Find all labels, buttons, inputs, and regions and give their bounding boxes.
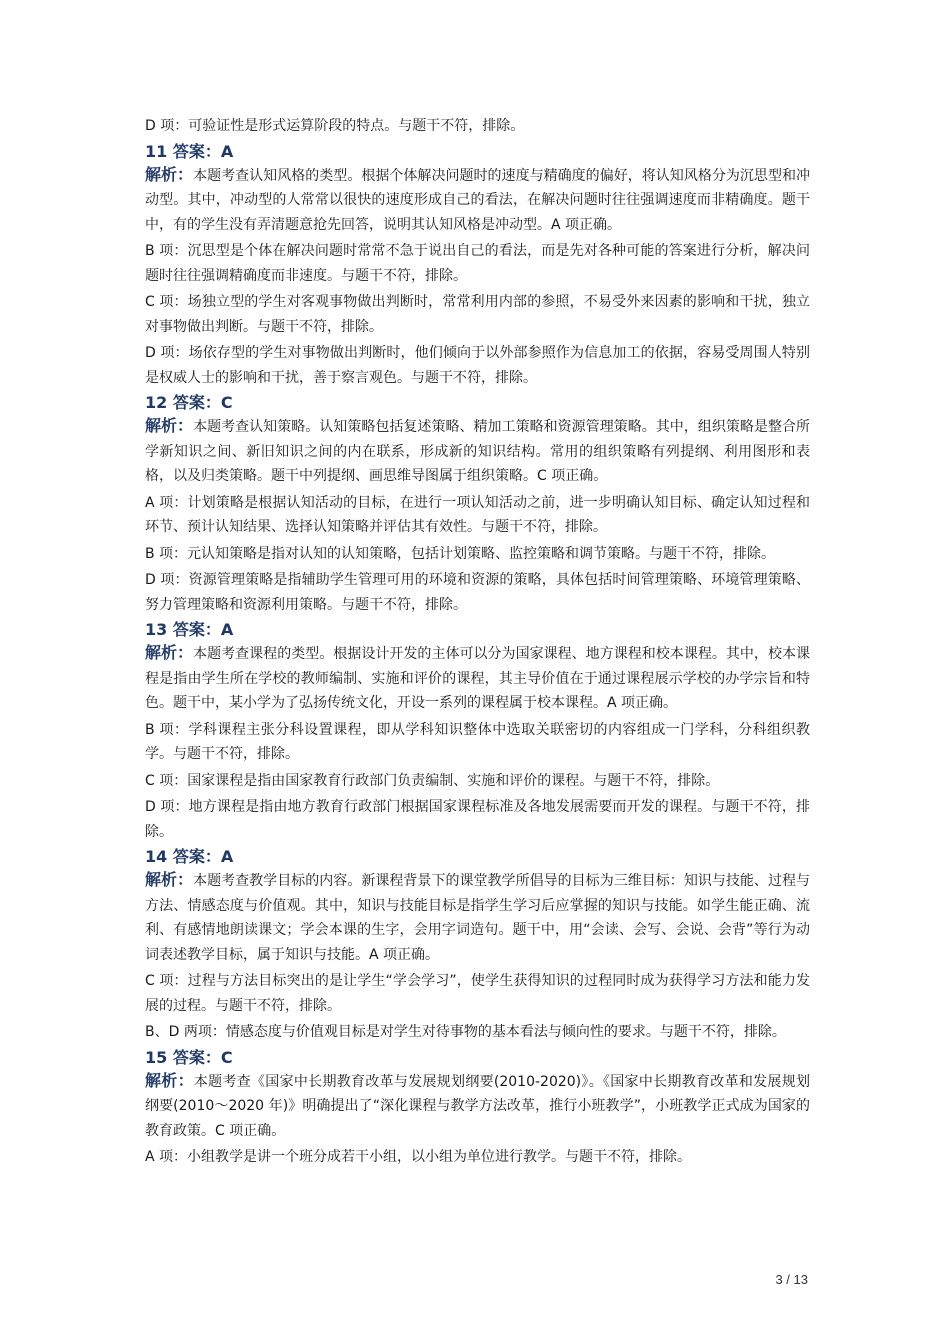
question-13 xyxy=(145,619,810,844)
answer-heading: 11 答案：A xyxy=(145,141,234,161)
option-paragraph: D 项：场依存型的学生对事物做出判断时，他们倾向于以外部参照作为信息加工的依据，容易受周围人特别是权威人士的影响和干扰，善于察言观色。与题干不符，排除。 xyxy=(145,345,810,386)
option-paragraph: C 项：场独立型的学生对客观事物做出判断时，常常利用内部的参照，不易受外来因素的影响和干扰，独立对事物做出判断。与题干不符，排除。 xyxy=(145,294,810,335)
question-11 xyxy=(145,141,810,391)
option-paragraph: C 项：国家课程是指由国家教育行政部门负责编制、实施和评价的课程。与题干不符，排除。 xyxy=(145,772,720,789)
option-paragraph: B 项：元认知策略是指对认知的认知策略，包括计划策略、监控策略和调节策略。与题干不符，排除。 xyxy=(145,545,776,562)
explanation-paragraph xyxy=(145,414,810,489)
document-body xyxy=(145,114,810,1172)
answer-heading: 15 答案：C xyxy=(145,1047,233,1067)
explanation-text: 本题考查认知风格的类型。根据个体解决问题时的速度与精确度的偏好，将认知风格分为沉思型和冲动型。其中，冲动型的人常常以很快的速度形成自己的看法，在解决问题时往往强调速度而非精确度。题干中，有的学生没有弄清题意抢先回答，说明其认知风格是冲动型。A 项正确。 xyxy=(145,167,810,233)
explanation-text: 本题考查教学目标的内容。新课程背景下的课堂教学所倡导的目标为三维目标：知识与技能、过程与方法、情感态度与价值观。其中，知识与技能目标是指学生学习后应掌握的知识与技能。如学生能正确、流利、有感情地朗读课文；学会本课的生字，会用字词造句。题干中，用“会读、会写、会说、会背”等行为动词表述教学目标，属于知识与技能。A 项正确。 xyxy=(145,873,810,963)
question-12 xyxy=(145,392,810,617)
option-paragraph: D 项：地方课程是指由地方教育行政部门根据国家课程标准及各地发展需要而开发的课程。与题干不符，排除。 xyxy=(145,799,810,840)
explanation-text: 本题考查课程的类型。根据设计开发的主体可以分为国家课程、地方课程和校本课程。其中，校本课程是指由学生所在学校的教师编制、实施和评价的课程，其主导价值在于通过课程展示学校的办学宗旨和特色。题干中，某小学为了弘扬传统文化，开设一系列的课程属于校本课程。A 项正确。 xyxy=(145,646,810,711)
answer-heading: 13 答案：A xyxy=(145,620,234,639)
explanation-paragraph xyxy=(145,163,810,238)
explanation-label: 解析： xyxy=(145,1070,194,1090)
option-paragraph: B、D 两项：情感态度与价值观目标是对学生对待事物的基本看法与倾向性的要求。与题干不符，排除。 xyxy=(145,1024,786,1040)
answer-heading: 12 答案：C xyxy=(145,393,233,412)
option-paragraph: B 项：学科课程主张分科设置课程，即从学科知识整体中选取关联密切的内容组成一门学科，分科组织教学。与题干不符，排除。 xyxy=(145,721,810,762)
explanation-label: 解析： xyxy=(145,164,194,184)
option-paragraph: A 项：计划策略是根据认知活动的目标，在进行一项认知活动之前，进一步明确认知目标、确定认知过程和环节、预计认知结果、选择认知策略并评估其有效性。与题干不符，排除。 xyxy=(145,494,810,535)
page-number: 3 / 13 xyxy=(775,1272,808,1287)
explanation-label: 解析： xyxy=(145,870,194,889)
intro-paragraph: D 项：可验证性是形式运算阶段的特点。与题干不符，排除。 xyxy=(145,118,525,134)
explanation-label: 解析： xyxy=(145,416,194,435)
explanation-paragraph xyxy=(145,868,810,967)
explanation-paragraph xyxy=(145,1069,810,1144)
explanation-text: 本题考查《国家中长期教育改革与发展规划纲要(2010-2020)》。《国家中长期教育改革和发展规划纲要(2010～2020 年)》明确提出了“深化课程与教学方法改革，推行小班教学”，小班教学正式成为国家的教育政策。C 项正确。 xyxy=(145,1073,810,1139)
explanation-paragraph xyxy=(145,641,810,716)
explanation-label: 解析： xyxy=(145,643,194,662)
option-paragraph: B 项：沉思型是个体在解决问题时常常不急于说出自己的看法，而是先对各种可能的答案进行分析，解决问题时往往强调精确度而非速度。与题干不符，排除。 xyxy=(145,243,810,284)
option-paragraph: A 项：小组教学是讲一个班分成若干小组，以小组为单位进行教学。与题干不符，排除。 xyxy=(145,1149,692,1165)
explanation-text: 本题考查认知策略。认知策略包括复述策略、精加工策略和资源管理策略。其中，组织策略是整合所学新知识之间、新旧知识之间的内在联系，形成新的知识结构。常用的组织策略有列提纲、利用图形和表格，以及归类策略。题干中列提纲、画思维导图属于组织策略。C 项正确。 xyxy=(145,419,810,484)
question-15 xyxy=(145,1047,810,1170)
question-14 xyxy=(145,846,810,1045)
option-paragraph: D 项：资源管理策略是指辅助学生管理可用的环境和资源的策略，具体包括时间管理策略、环境管理策略、努力管理策略和资源利用策略。与题干不符，排除。 xyxy=(145,572,810,613)
answer-heading: 14 答案：A xyxy=(145,847,234,866)
option-paragraph: C 项：过程与方法目标突出的是让学生“学会学习”，使学生获得知识的过程同时成为获得学习方法和能力发展的过程。与题干不符，排除。 xyxy=(145,973,810,1014)
